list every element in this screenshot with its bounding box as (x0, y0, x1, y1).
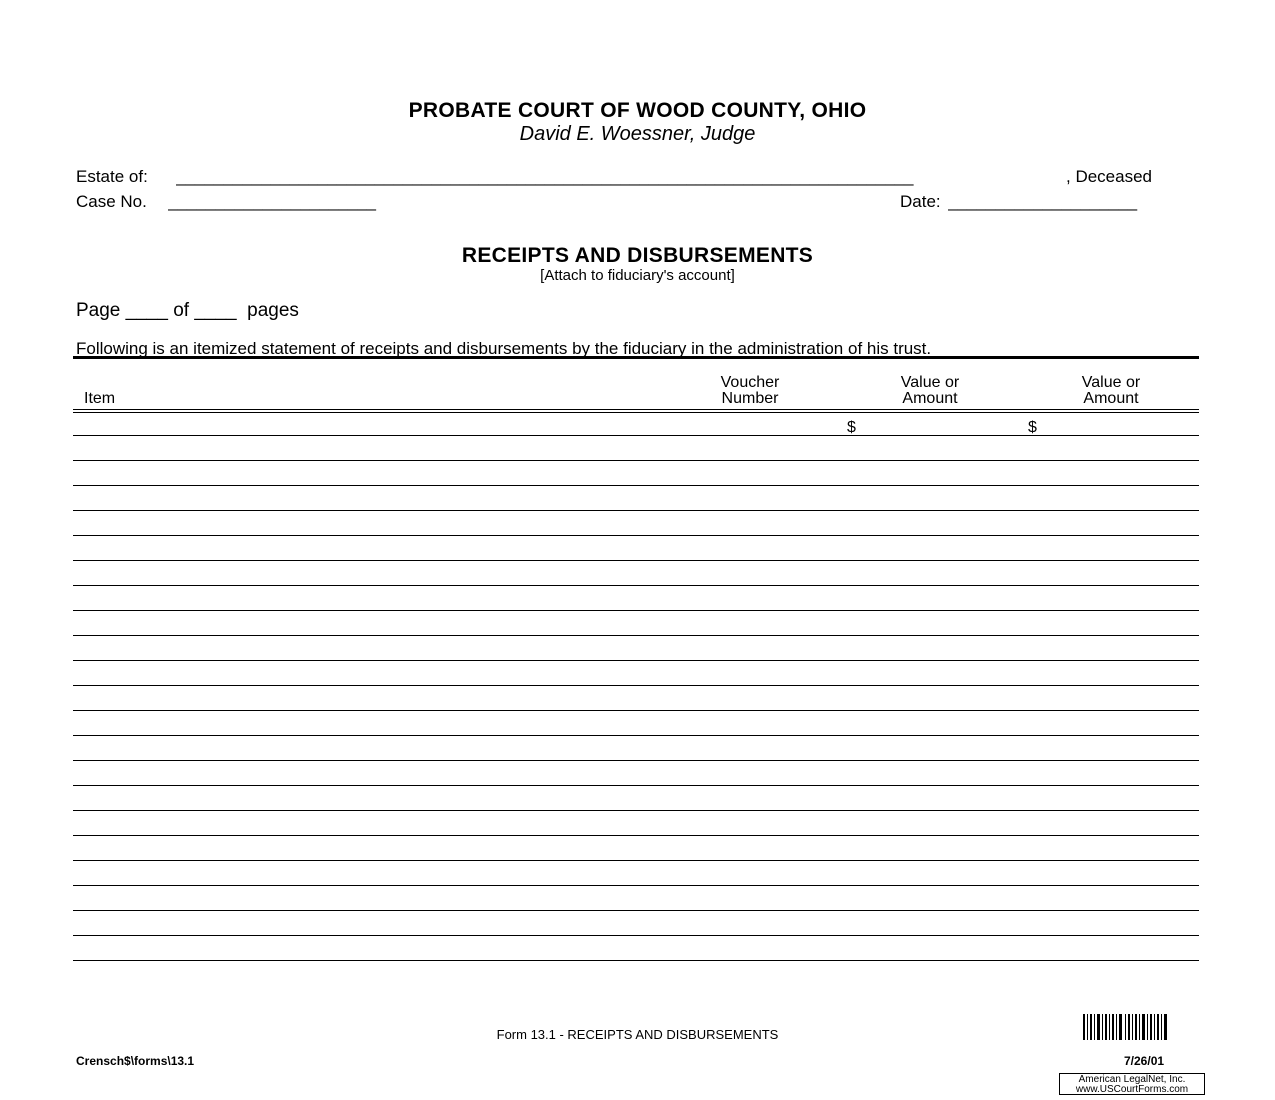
ledger-row-line[interactable] (73, 610, 1199, 611)
ledger-row-line[interactable] (73, 735, 1199, 736)
ledger-row-line[interactable] (73, 635, 1199, 636)
col-value2-header: Value or Amount (1081, 374, 1141, 407)
statement-text: Following is an itemized statement of receipts and disbursements by the fiduciary in the administration of his trust. (76, 339, 932, 358)
ledger-row-line[interactable] (73, 710, 1199, 711)
estate-name-field[interactable]: ______________________________________________________________________________ (176, 167, 914, 186)
estate-label: Estate of: (76, 167, 148, 186)
ledger-row-line[interactable] (73, 835, 1199, 836)
ledger-row-line[interactable] (73, 935, 1199, 936)
stamp-line: www.USCourtForms.com (1075, 1084, 1189, 1095)
form-title: RECEIPTS AND DISBURSEMENTS (461, 244, 814, 267)
publisher-stamp (1059, 1073, 1205, 1095)
form-path: Crensch$\forms\13.1 (76, 1054, 195, 1068)
court-name: PROBATE COURT OF WOOD COUNTY, OHIO (408, 99, 867, 122)
currency-sign: $ (847, 419, 856, 436)
form-date: 7/26/01 (1124, 1054, 1165, 1068)
date-field[interactable]: ____________________ (948, 192, 1138, 211)
header-rule-top (73, 356, 1199, 359)
ledger-row-line[interactable] (73, 510, 1199, 511)
deceased-label: , Deceased (1066, 167, 1152, 186)
ledger-row-line[interactable] (73, 535, 1199, 536)
ledger-row-line[interactable] (73, 485, 1199, 486)
col-value1-header: Value or Amount (900, 374, 960, 407)
header-rule-bottom (73, 409, 1199, 413)
date-label: Date: (900, 192, 941, 211)
case-number-label: Case No. (76, 192, 147, 211)
ledger-row-line[interactable] (73, 660, 1199, 661)
col-voucher-header: Voucher Number (720, 374, 780, 407)
form-footer-name: Form 13.1 - RECEIPTS AND DISBURSEMENTS (496, 1027, 779, 1042)
ledger-row-line[interactable] (73, 585, 1199, 586)
barcode-icon (1083, 1014, 1169, 1040)
ledger-row-line[interactable] (73, 960, 1199, 961)
ledger-row-line[interactable] (73, 810, 1199, 811)
ledger-row-line[interactable] (73, 435, 1199, 436)
ledger-row-line[interactable] (73, 785, 1199, 786)
ledger-row-line[interactable] (73, 885, 1199, 886)
ledger-row-line[interactable] (73, 760, 1199, 761)
ledger-row-line[interactable] (73, 860, 1199, 861)
ledger-row-line[interactable] (73, 685, 1199, 686)
ledger-row-line[interactable] (73, 910, 1199, 911)
case-number-field[interactable]: ______________________ (168, 192, 377, 211)
col-item-header: Item (84, 390, 116, 407)
currency-sign: $ (1028, 419, 1037, 436)
form-subtitle: [Attach to fiduciary's account] (540, 267, 735, 284)
stamp-line: American LegalNet, Inc. (1078, 1074, 1186, 1085)
judge-name: David E. Woessner, Judge (519, 123, 756, 145)
ledger-row-line[interactable] (73, 460, 1199, 461)
page-count[interactable]: Page ____ of ____ pages (76, 300, 299, 321)
ledger-row-line[interactable] (73, 560, 1199, 561)
